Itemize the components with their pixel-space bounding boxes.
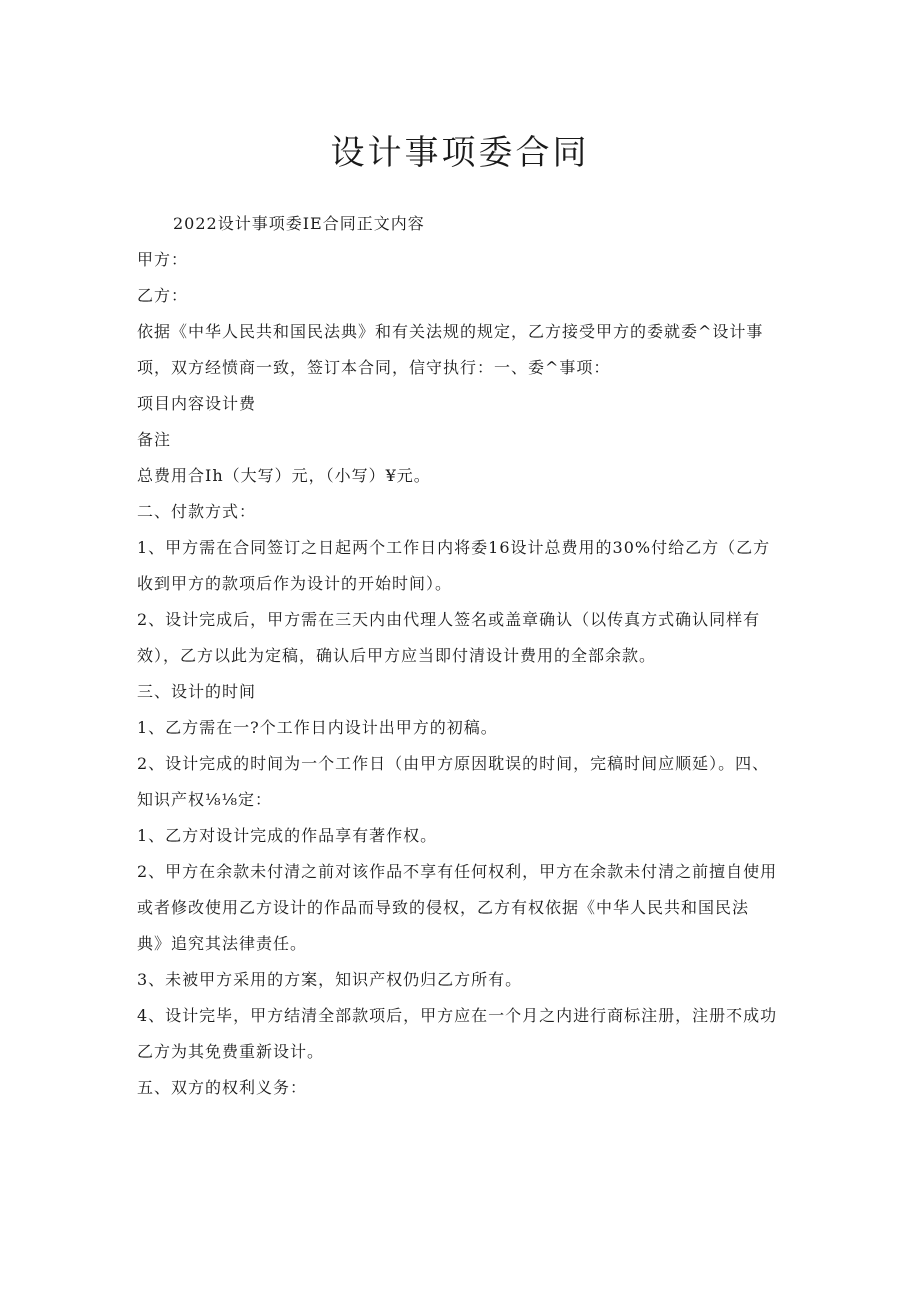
section-heading: 三、设计的时间 [137, 682, 257, 701]
section-heading: 五、双方的权利义务： [137, 1078, 308, 1097]
document-body [137, 206, 777, 1106]
paragraph-party-b: 乙方： [137, 286, 189, 305]
document-title: 设计事项委合同 [330, 133, 590, 173]
section-heading: 二、付款方式： [137, 502, 257, 521]
paragraph-line: 乙方为其免费重新设计。 [137, 1042, 325, 1061]
paragraph-line: 或者修改使用乙方设计的作品而导致的侵权，乙方有权依据《中华人民共和国民法 [137, 898, 750, 917]
paragraph-line: 1、甲方需在合同签订之日起两个工作日内将委16设计总费用的30%付给乙方（乙方 [137, 538, 771, 557]
paragraph-line: 备注 [137, 430, 172, 449]
paragraph-line: 1、乙方需在一?个工作日内设计出甲方的初稿。 [137, 718, 498, 737]
paragraph-line: 收到甲方的款项后作为设计的开始时间）。 [137, 574, 453, 593]
paragraph-line: 项目内容设计费 [137, 394, 257, 413]
paragraph-party-a: 甲方： [137, 250, 189, 269]
paragraph-line: 典》追究其法律责任。 [137, 934, 308, 953]
paragraph-line: 3、未被甲方采用的方案，知识产权仍归乙方所有。 [137, 970, 523, 989]
paragraph-line: 2、甲方在余款未付清之前对该作品不享有任何权利，甲方在余款未付清之前擅自使用 [137, 862, 778, 881]
paragraph-line: 知识产权⅛⅛定： [137, 790, 273, 809]
paragraph-line: 项，双方经愤商一致，签订本合同，信守执行：一、委^事项： [137, 358, 611, 377]
paragraph-line: 效），乙方以此为定稿，确认后甲方应当即付清设计费用的全部余款。 [137, 646, 657, 665]
paragraph-line: 1、乙方对设计完成的作品享有著作权。 [137, 826, 438, 845]
paragraph-line: 2、设计完成的时间为一个工作日（由甲方原因耽误的时间，完稿时间应顺延）。四、 [137, 754, 770, 773]
paragraph-intro: 2022设计事项委IE合同正文内容 [173, 214, 425, 233]
paragraph-line: 2、设计完成后，甲方需在三天内由代理人签名或盖章确认（以传真方式确认同样有 [137, 610, 761, 629]
paragraph-line: 总费用合Ih（大写）元，（小写）¥元。 [137, 466, 431, 485]
paragraph-line: 依据《中华人民共和国民法典》和有关法规的规定，乙方接受甲方的委就委^设计事 [137, 322, 764, 341]
paragraph-line: 4、设计完毕，甲方结清全部款项后，甲方应在一个月之内进行商标注册，注册不成功 [137, 1006, 778, 1025]
